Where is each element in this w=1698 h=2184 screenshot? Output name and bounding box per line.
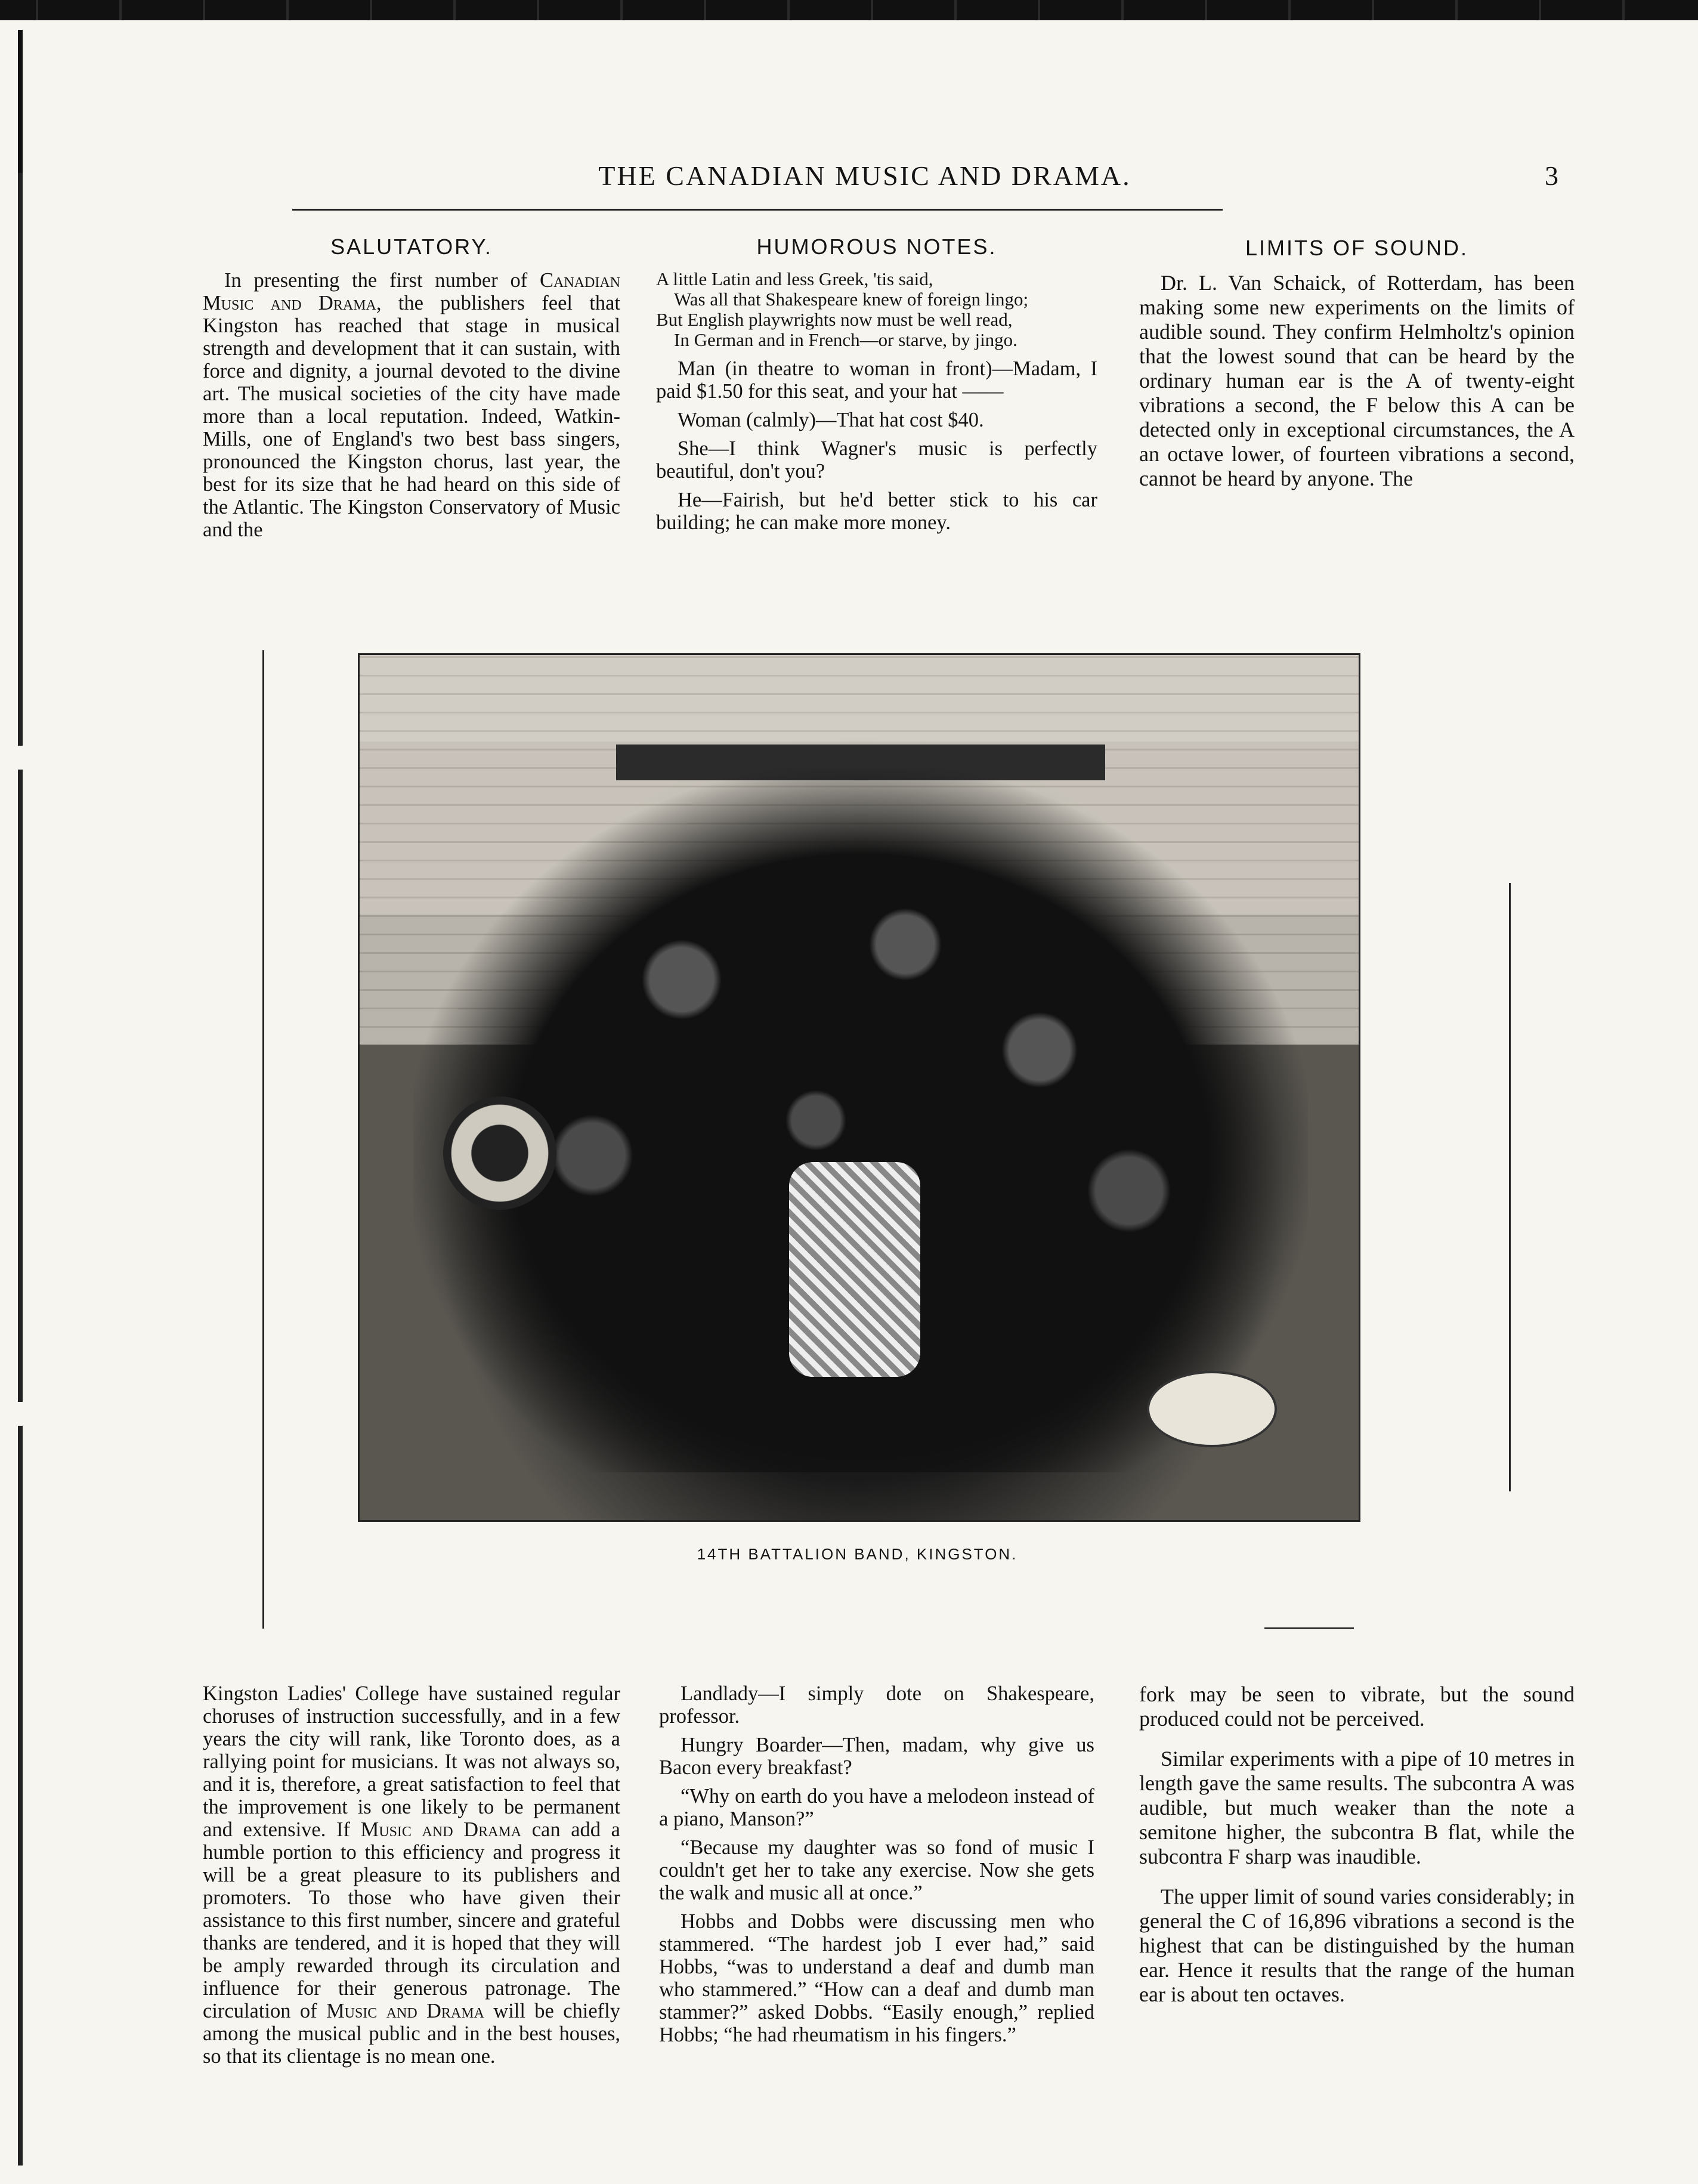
- bass-drum: [789, 1162, 920, 1377]
- column-humorous-notes-top: [656, 236, 1097, 540]
- verse-line: In German and in French—or starve, by jingo.: [674, 329, 1017, 350]
- verse-line: But English playwrights now must be well read,: [656, 309, 1013, 330]
- humorous-paragraph: Hobbs and Dobbs were discussing men who stammered. “The hardest job I ever had,” said Hobbs, “was to understand a deaf and dumb man who stammered.” “How can a deaf and dumb man stammer?” asked Dobbs. “Easily enough,” replied Hobbs; “he had rheumatism in his fingers.”: [659, 1910, 1094, 2046]
- humorous-paragraph: Hungry Boarder—Then, madam, why give us Bacon every breakfast?: [659, 1734, 1094, 1779]
- column-humorous-notes-bottom: [659, 1682, 1094, 2052]
- band-photograph: [358, 653, 1360, 1522]
- humorous-paragraph: “Why on earth do you have a melodeon instead of a piano, Manson?”: [659, 1785, 1094, 1830]
- limits-paragraph: The upper limit of sound varies considerably; in general the C of 16,896 vibrations a second is the highest that can be distinguished by the human ear. Hence it results that the range of the human ear is about ten octaves.: [1139, 1885, 1575, 2006]
- column-limits-of-sound-bottom: [1139, 1682, 1575, 2013]
- verse: [656, 269, 1097, 350]
- salutatory-continued-paragraph: Kingston Ladies' College have sustained regular choruses of instruction successfully, and in a few years the city will rank, like Toronto does, as a rallying point for musicians. It was not always so, and it is, therefore, a great satisfaction to feel that the improvement is one likely to be permanent and extensive. If Music and Drama can add a humble portion to this efficiency and progress it will be a great pleasure to its publishers and promoters. To those who have given their assistance to this first number, sincere and grateful thanks are tendered, and it is hoped that they will be amply rewarded through its circulation and influence for their generous patronage. The circulation of Music and Drama will be chiefly among the musical public and in the best houses, so that its clientage is no mean one.: [203, 1682, 620, 2068]
- photo-frame-right-rule: [1509, 883, 1511, 1491]
- scan-left-edge: [18, 30, 23, 2166]
- scan-top-border: [0, 0, 1698, 20]
- limits-paragraph: fork may be seen to vibrate, but the sound produced could not be perceived.: [1139, 1682, 1575, 1731]
- humorous-paragraph: Woman (calmly)—That hat cost $40.: [678, 409, 984, 431]
- humorous-paragraph: She—I think Wagner's music is perfectly beautiful, don't you?: [656, 437, 1097, 483]
- header-rule: [292, 209, 1223, 211]
- limits-paragraph: Similar experiments with a pipe of 10 metres in length gave the same results. The subcontra A was audible, but much weaker than the note a semitone higher, the subcontra B flat, while the subcontra F sharp was inaudible.: [1139, 1747, 1575, 1868]
- divider-rule: [1264, 1627, 1354, 1629]
- column-limits-of-sound-top: [1139, 236, 1575, 497]
- verse-line: Was all that Shakespeare knew of foreign lingo;: [674, 289, 1029, 310]
- photo-frame-left-rule: [262, 650, 264, 1629]
- humorous-paragraph: He—Fairish, but he'd better stick to his car building; he can make more money.: [656, 489, 1097, 534]
- column-salutatory-top: [203, 236, 620, 547]
- column-salutatory-bottom: [203, 1682, 620, 2074]
- photo-caption: 14TH BATTALION BAND, KINGSTON.: [697, 1545, 1018, 1563]
- heading-humorous-notes: HUMOROUS NOTES.: [756, 234, 997, 259]
- tuba-bell: [443, 1096, 556, 1210]
- salutatory-paragraph: In presenting the first number of Canadian Music and Drama, the publishers feel that Kingston has reached that stage in musical strength and development that it can sustain, with force and dignity, a journal devoted to the divine art. The musical societies of the city have made more than a local reputation. Indeed, Watkin-Mills, one of England's two best bass singers, pronounced the Kingston chorus, last year, the best for its size that he had heard on this side of the Atlantic. The Kingston Conservatory of Music and the: [203, 269, 620, 541]
- running-head: THE CANADIAN MUSIC AND DRAMA.: [598, 160, 1131, 191]
- limits-paragraph: Dr. L. Van Schaick, of Rotterdam, has been making some new experiments on the limits of audible sound. They confirm Helmholtz's opinion that the lowest sound that can be heard by the ordinary human ear is the A of twenty-eight vibrations a second, the F below this A can be detected only in exceptional circumstances, the A an octave lower, of fourteen vibrations a second, cannot be heard by anyone. The: [1139, 271, 1575, 490]
- humorous-paragraph: Landlady—I simply dote on Shakespeare, professor.: [659, 1682, 1094, 1728]
- humorous-paragraph: “Because my daughter was so fond of music I couldn't get her to take any exercise. Now she gets the walk and music all at once.”: [659, 1836, 1094, 1904]
- heading-salutatory: SALUTATORY.: [330, 234, 493, 259]
- heading-limits-of-sound: LIMITS OF SOUND.: [1245, 236, 1469, 260]
- page-number: 3: [1545, 160, 1558, 191]
- verse-line: A little Latin and less Greek, 'tis said,: [656, 268, 933, 289]
- humorous-paragraph: Man (in theatre to woman in front)—Madam, I paid $1.50 for this seat, and your hat ——: [656, 357, 1097, 403]
- white-hat: [1147, 1371, 1277, 1447]
